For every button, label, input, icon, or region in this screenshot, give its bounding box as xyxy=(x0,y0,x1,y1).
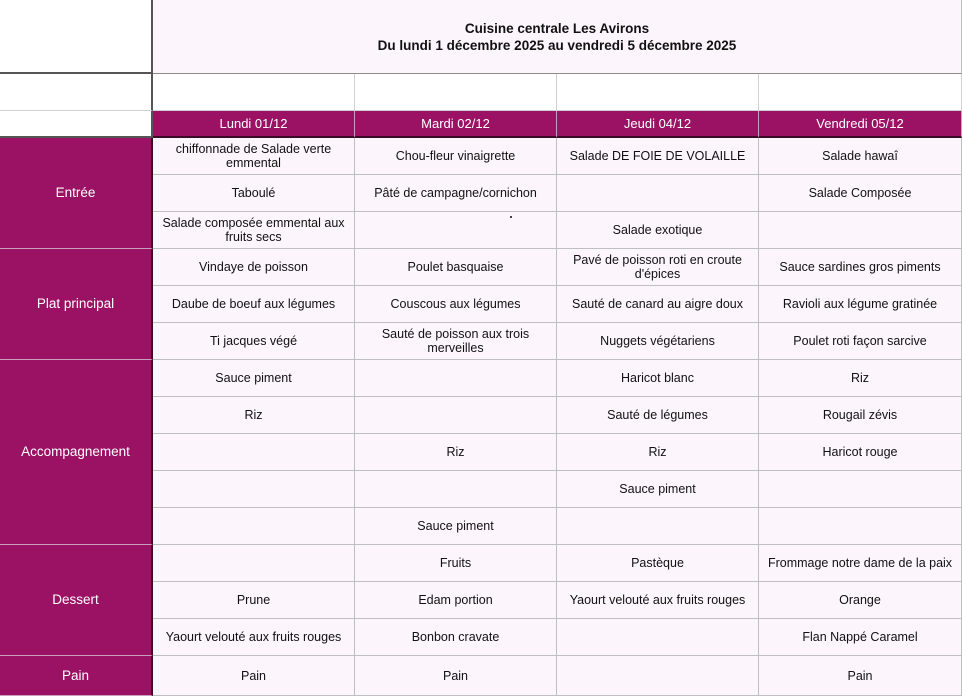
category-entree: Entrée xyxy=(0,138,153,249)
menu-cell: Vindaye de poisson xyxy=(153,249,355,286)
menu-cell: Pâté de campagne/cornichon xyxy=(355,175,557,212)
menu-cell: Salade DE FOIE DE VOLAILLE xyxy=(557,138,759,175)
menu-cell: Sauté de poisson aux trois merveilles xyxy=(355,323,557,360)
menu-cell: Haricot blanc xyxy=(557,360,759,397)
menu-cell xyxy=(153,545,355,582)
menu-cell: Couscous aux légumes xyxy=(355,286,557,323)
menu-cell xyxy=(759,212,962,249)
menu-cell: Poulet roti façon sarcive xyxy=(759,323,962,360)
menu-cell xyxy=(355,471,557,508)
menu-cell xyxy=(153,434,355,471)
title-dates: Du lundi 1 décembre 2025 au vendredi 5 décembre 2025 xyxy=(377,37,737,53)
menu-cell xyxy=(759,508,962,545)
menu-cell xyxy=(153,508,355,545)
menu-cell xyxy=(153,471,355,508)
title-kitchen: Cuisine centrale Les Avirons xyxy=(464,20,650,36)
menu-cell: Riz xyxy=(759,360,962,397)
menu-title xyxy=(153,0,962,74)
menu-cell: Sauce piment xyxy=(557,471,759,508)
menu-cell xyxy=(557,656,759,696)
menu-cell: Nuggets végétariens xyxy=(557,323,759,360)
menu-cell xyxy=(759,471,962,508)
stray-dot xyxy=(510,216,512,218)
menu-cell: Salade composée emmental aux fruits secs xyxy=(153,212,355,249)
menu-cell: Pain xyxy=(153,656,355,696)
menu-cell: Ravioli aux légume gratinée xyxy=(759,286,962,323)
menu-cell: Yaourt velouté aux fruits rouges xyxy=(557,582,759,619)
menu-cell: Taboulé xyxy=(153,175,355,212)
menu-cell: Prune xyxy=(153,582,355,619)
spacer-cell-2 xyxy=(355,74,557,111)
menu-cell: Sauté de canard au aigre doux xyxy=(557,286,759,323)
spacer-cell-3 xyxy=(557,74,759,111)
corner-blank-mid xyxy=(0,74,153,111)
menu-cell: Daube de boeuf aux légumes xyxy=(153,286,355,323)
menu-cell: Edam portion xyxy=(355,582,557,619)
category-dessert: Dessert xyxy=(0,545,153,656)
menu-cell: Sauté de légumes xyxy=(557,397,759,434)
day-header-monday: Lundi 01/12 xyxy=(153,111,355,138)
corner-blank-top xyxy=(0,0,153,74)
corner-blank-low xyxy=(0,111,153,138)
menu-cell: Poulet basquaise xyxy=(355,249,557,286)
menu-cell: Yaourt velouté aux fruits rouges xyxy=(153,619,355,656)
menu-cell: Frommage notre dame de la paix xyxy=(759,545,962,582)
category-pain: Pain xyxy=(0,656,153,696)
spacer-cell-4 xyxy=(759,74,962,111)
category-plat-principal: Plat principal xyxy=(0,249,153,360)
menu-cell: chiffonnade de Salade verte emmental xyxy=(153,138,355,175)
menu-cell: Pain xyxy=(355,656,557,696)
menu-cell xyxy=(557,508,759,545)
menu-cell: Sauce piment xyxy=(153,360,355,397)
category-accompagnement: Accompagnement xyxy=(0,360,153,545)
menu-cell: Bonbon cravate xyxy=(355,619,557,656)
menu-cell xyxy=(355,397,557,434)
menu-cell: Sauce sardines gros piments xyxy=(759,249,962,286)
menu-cell: Fruits xyxy=(355,545,557,582)
menu-cell: Haricot rouge xyxy=(759,434,962,471)
day-header-tuesday: Mardi 02/12 xyxy=(355,111,557,138)
menu-cell xyxy=(355,360,557,397)
menu-cell: Flan Nappé Caramel xyxy=(759,619,962,656)
menu-cell: Sauce piment xyxy=(355,508,557,545)
menu-cell: Ti jacques végé xyxy=(153,323,355,360)
menu-cell: Salade exotique xyxy=(557,212,759,249)
menu-cell: Riz xyxy=(153,397,355,434)
menu-cell: Riz xyxy=(557,434,759,471)
menu-cell: Rougail zévis xyxy=(759,397,962,434)
day-header-friday: Vendredi 05/12 xyxy=(759,111,962,138)
day-header-thursday: Jeudi 04/12 xyxy=(557,111,759,138)
menu-cell: Pastèque xyxy=(557,545,759,582)
menu-cell: Chou-fleur vinaigrette xyxy=(355,138,557,175)
menu-cell: Pain xyxy=(759,656,962,696)
menu-cell: Salade Composée xyxy=(759,175,962,212)
menu-cell xyxy=(355,212,557,249)
spacer-cell-1 xyxy=(153,74,355,111)
menu-cell: Orange xyxy=(759,582,962,619)
menu-cell xyxy=(557,175,759,212)
menu-cell xyxy=(557,619,759,656)
menu-cell: Riz xyxy=(355,434,557,471)
menu-cell: Pavé de poisson roti en croute d'épices xyxy=(557,249,759,286)
menu-cell: Salade hawaî xyxy=(759,138,962,175)
